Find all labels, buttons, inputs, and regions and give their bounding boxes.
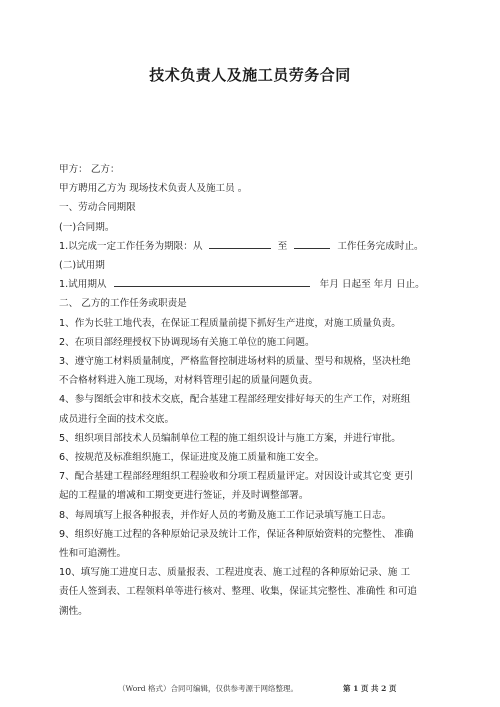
probation-blank: [114, 276, 310, 287]
document-body: [59, 160, 449, 621]
subsection-contract-period: (一)合同期。: [59, 221, 115, 233]
duty-item-5: 5、组织项目部技术人员编制单位工程的施工组织设计与施工方案，并进行审批。: [59, 432, 401, 444]
subsection-probation: (二)试用期: [59, 260, 105, 272]
duty-item-9-line-2: 性和可追溯性。: [59, 548, 127, 560]
section-heading-2: 二、 乙方的工作任务或职责是: [59, 298, 187, 310]
duty-item-3-line-2: 不合格材料进入施工现场，对材料管理引起的质量问题负责。: [59, 375, 319, 387]
duty-item-6: 6、按规范及标准组织施工，保证进度及施工质量和施工安全。: [59, 452, 325, 464]
parties-line: 甲方： 乙方：: [59, 164, 120, 175]
duty-item-8: 8、每周填写上报各种报表，并作好人员的考勤及施工工作记录填写施工日志。: [59, 509, 392, 521]
page-number: 第 1 页 共 2 页: [343, 684, 397, 693]
hire-line: 甲方聘用乙方为 现场技术负责人及施工员 。: [59, 183, 248, 195]
duty-item-7-line-2: 起的工程量的增减和工期变更进行签证，并及时调整部署。: [59, 490, 309, 502]
duty-item-1: 1、作为长驻工地代表，在保证工程质量前提下抓好生产进度，对施工质量负责。: [59, 317, 401, 329]
duty-item-4-line-2: 成员进行全面的技术交底。: [59, 413, 175, 425]
footer-note: （Word 格式）合同可编辑，仅供参考源于网络整理。: [118, 684, 298, 693]
duty-item-2: 2、在项目部经理授权下协调现场有关施工单位的施工问题。: [59, 336, 315, 348]
duty-item-9-line-1: 9、组织好施工过程的各种原始记录及统计工作，保证各种原始资料的完整性、 准确: [59, 528, 414, 540]
contract-period-line: [59, 237, 449, 256]
duty-item-10-line-3: 溯性。: [59, 605, 88, 617]
contract-period-suffix: 工作任务完成时止。: [337, 240, 424, 252]
duty-item-3-line-1: 3、遵守施工材料质量制度，严格监督控制进场材料的质量、型号和规格，坚决杜绝: [59, 356, 411, 368]
contract-period-prefix: 1.以完成一定工作任务为期限：从: [59, 240, 203, 252]
duty-item-4-line-1: 4、参与图纸会审和技术交底，配合基建工程部经理安排好每天的生产工作，对班组: [59, 394, 411, 406]
duty-item-10-line-1: 10、填写施工进度日志、质量报表、工程进度表、施工过程的各种原始记录、施 工: [59, 567, 411, 579]
probation-line: [59, 275, 449, 294]
end-date-blank: [294, 238, 330, 249]
duty-item-10-line-2: 责任人签到表、工程领料单等进行核对、整理、收集，保证其完整性、准确性 和可追: [59, 586, 418, 598]
start-date-blank: [209, 238, 271, 249]
document-title: 技术负责人及施工员劳务合同: [149, 66, 351, 84]
probation-prefix: 1.试用期从: [59, 279, 107, 291]
contract-period-to: 至: [277, 240, 288, 252]
section-heading-1: 一、劳动合同期限: [59, 202, 136, 214]
probation-suffix: 年月 日起至 年月 日止。: [319, 279, 425, 291]
duty-item-7-line-1: 7、配合基建工程部经理组织工程验收和分项工程质量评定。对因设计或其它变 更引: [59, 471, 414, 483]
